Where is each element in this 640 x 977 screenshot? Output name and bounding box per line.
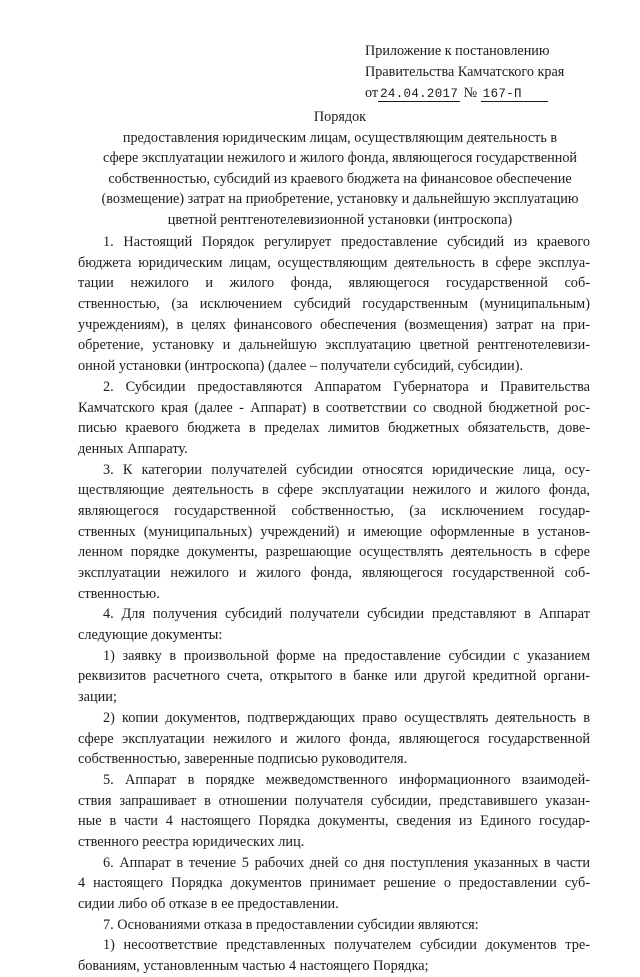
- document-number: 167-П: [481, 87, 548, 102]
- paragraph-3-line: 3. К категории получателей субсидии относятся юридические лица, осу-: [103, 461, 590, 478]
- document-date: 24.04.2017: [380, 87, 459, 101]
- item-2-line: 2) копии документов, подтверждающих право осуществлять деятельность в: [103, 709, 590, 726]
- paragraph-3-line: эксплуатации нежилого и жилого фонда, являющегося государственной соб-: [78, 565, 590, 581]
- paragraph-2-line: Камчатского края (далее - Аппарат) в соответствии со сводной бюджетной рос-: [78, 399, 590, 416]
- paragraph-2-line: денных Аппарату.: [78, 440, 188, 457]
- title-line: сфере эксплуатации нежилого и жилого фонда, являющегося государственной: [102, 150, 578, 166]
- paragraph-4-line: 4. Для получения субсидий получатели субсидии представляют в Аппарат: [103, 606, 590, 623]
- title-line: собственностью, субсидий из краевого бюджета на финансовое обеспечение: [108, 170, 572, 187]
- title-heading: Порядок: [313, 109, 367, 125]
- paragraph-5-line: ные в части 4 настоящего Порядка документы, сведения из Единого государ-: [78, 813, 590, 830]
- paragraph-3-line: ственных (муниципальных) учреждений) и имеющие оформленные в установ-: [78, 523, 590, 540]
- paragraph-3-line: ственностью.: [78, 585, 160, 602]
- paragraph-6-line: 6. Аппарат в течение 5 рабочих дней со дня поступления указанных в части: [103, 854, 590, 871]
- paragraph-1-line: обретение, установку и дальнейшую эксплуатацию цветной рентгенотелевизи-: [78, 337, 590, 354]
- paragraph-1-line: учреждениям), в целях финансового обеспечения (возмещения) затрат на при-: [78, 316, 590, 333]
- title-line: (возмещение) затрат на приобретение, установку и дальнейшую эксплуатацию: [101, 191, 579, 207]
- paragraph-6-line: 4 настоящего Порядка документов принимает решение о предоставлении суб-: [78, 875, 590, 892]
- paragraph-3-line: ществляющие деятельность в сфере эксплуатации нежилого и жилого фонда,: [78, 482, 590, 499]
- attachment-date-number: [365, 83, 625, 105]
- paragraph-1-line: ственностью, (за исключением субсидий государственным (муниципальным): [78, 296, 590, 313]
- paragraph-2-line: писью краевого бюджета в пределах лимитов бюджетных обязательств, дове-: [78, 420, 590, 437]
- paragraph-5-line: 5. Аппарат в порядке межведомственного информационного взаимодей-: [103, 771, 590, 788]
- document-title: [60, 107, 620, 230]
- title-line: цветной рентгенотелевизионной установки (интроскопа): [167, 211, 513, 228]
- item-7-1-line: 1) несоответствие представленных получателем субсидии документов тре-: [103, 937, 590, 954]
- item-1-line: реквизитов расчетного счета, открытого в банке или другой кредитной органи-: [78, 668, 590, 685]
- item-2-line: собственностью, заверенные подписью руководителя.: [78, 751, 408, 768]
- paragraph-1-line: бюджета юридическим лицам, осуществляющим деятельность в сфере эксплуа-: [78, 254, 590, 271]
- number-prefix: №: [463, 85, 478, 101]
- document-body: [0, 232, 640, 977]
- paragraph-2-line: 2. Субсидии предоставляются Аппаратом Губернатора и Правительства: [103, 378, 590, 395]
- paragraph-1-line: 1. Настоящий Порядок регулирует предоставление субсидий из краевого: [103, 234, 590, 250]
- item-7-1-line: бованиям, установленным частью 4 настоящего Порядка;: [78, 958, 429, 975]
- item-1-line: 1) заявку в произвольной форме на предоставление субсидии с указанием: [103, 647, 590, 664]
- item-2-line: сфере эксплуатации нежилого и жилого фонда, являющегося государственной: [78, 730, 590, 747]
- paragraph-1-line: тации нежилого и жилого фонда, являющегося государственной соб-: [78, 275, 590, 292]
- paragraph-3-line: ленном порядке документы, разрешающие осуществлять деятельность в сфере: [78, 544, 590, 561]
- paragraph-4-line: следующие документы:: [78, 627, 223, 644]
- paragraph-3-line: являющегося государственной собственностью, (за исключением государ-: [78, 502, 590, 519]
- paragraph-7-line: 7. Основаниями отказа в предоставлении субсидии являются:: [103, 916, 479, 933]
- attachment-header: [365, 41, 625, 105]
- attachment-line-2: Правительства Камчатского края: [365, 64, 565, 80]
- paragraph-1-line: онной установки (интроскопа) (далее – получатели субсидий, субсидии).: [78, 358, 524, 375]
- date-prefix: от: [365, 85, 379, 101]
- item-1-line: зации;: [78, 689, 117, 706]
- paragraph-5-line: ствия запрашивает в отношении получателя субсидии, представившего указан-: [78, 792, 590, 809]
- paragraph-5-line: ственного реестра юридических лиц.: [78, 833, 305, 850]
- title-line: предоставления юридическим лицам, осуществляющим деятельность в: [122, 129, 558, 146]
- paragraph-6-line: сидии либо об отказе в ее предоставлении.: [78, 896, 339, 912]
- attachment-line-1: Приложение к постановлению: [365, 43, 550, 59]
